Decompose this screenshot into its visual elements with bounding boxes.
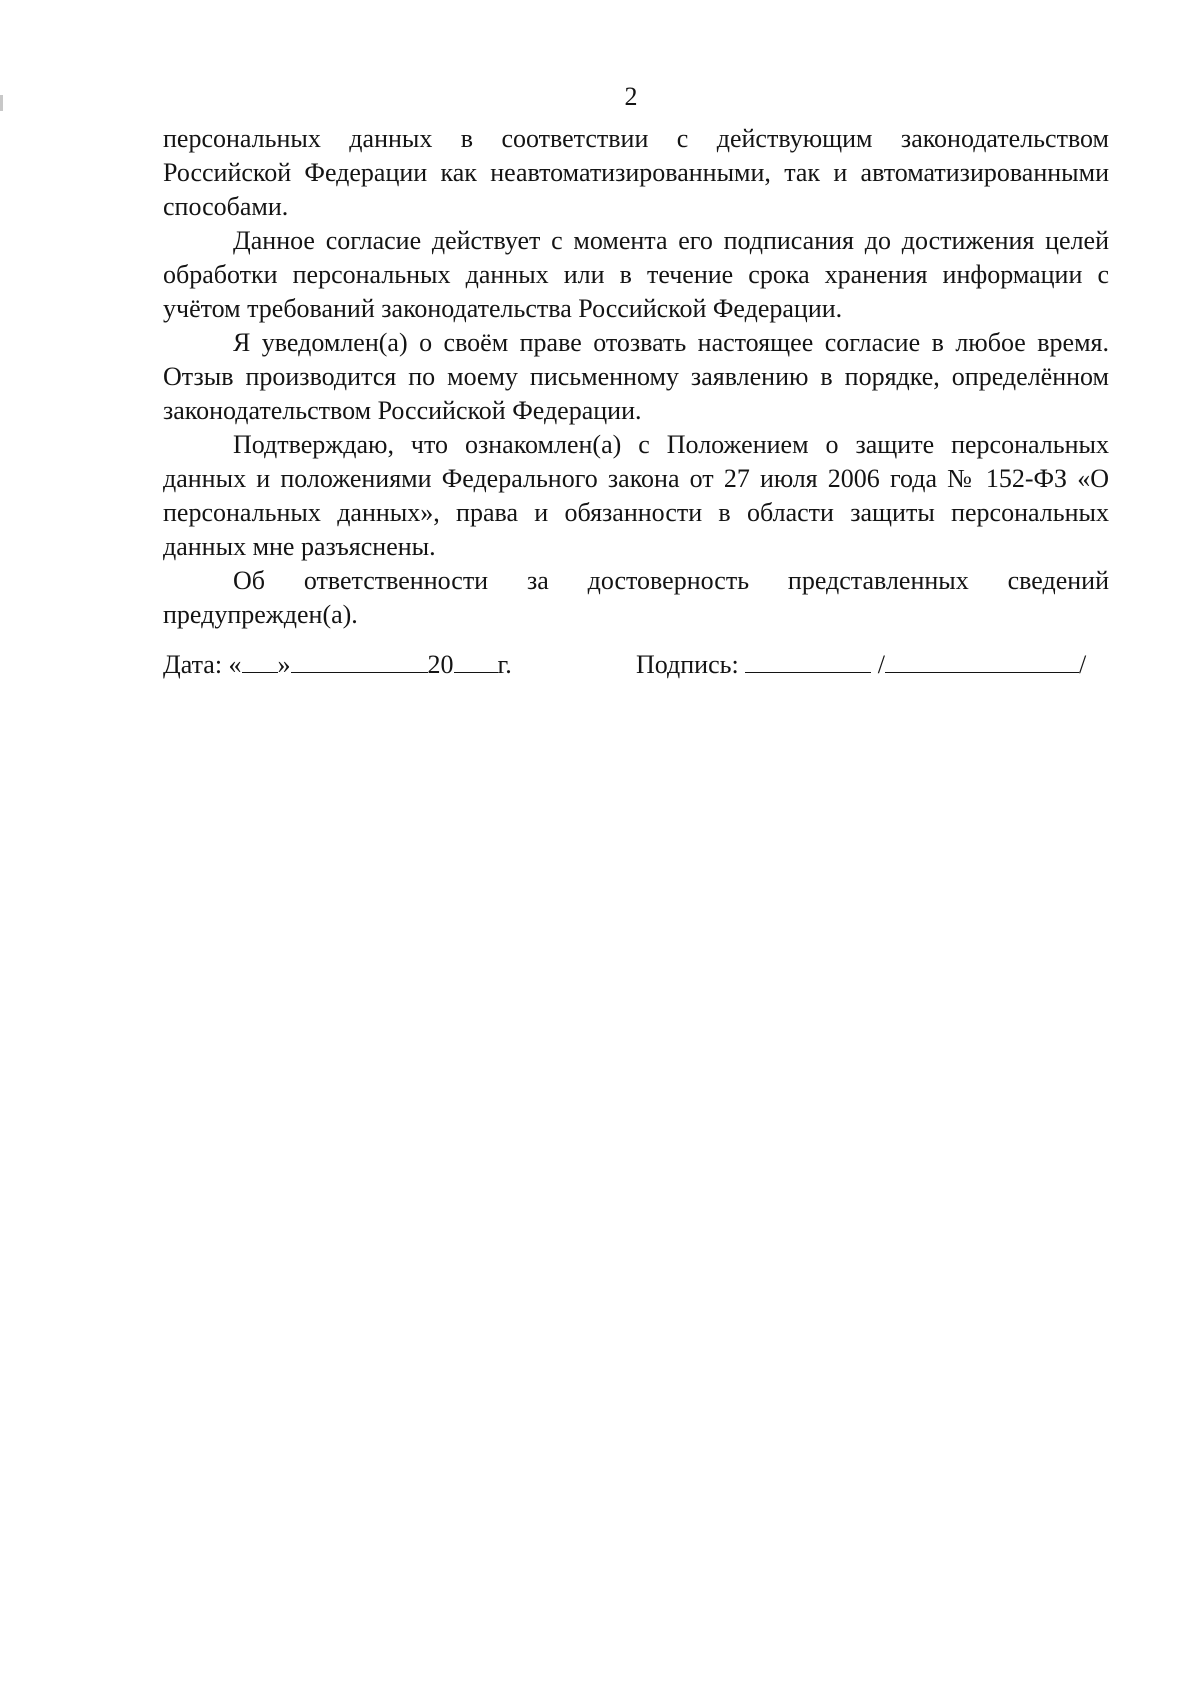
- page-number: 2: [624, 82, 638, 111]
- signature-field: [636, 648, 1086, 682]
- name-blank[interactable]: [885, 648, 1079, 673]
- date-open-quote: «: [228, 650, 242, 679]
- day-blank[interactable]: [242, 648, 278, 673]
- year-prefix: 20: [427, 650, 454, 679]
- signature-slash-left: /: [877, 650, 885, 679]
- paragraph-processing-methods: персональных данных в соответствии с действующим законодательством Российской Федерации как неавтоматизированными, так и автоматизированными способами.: [163, 124, 1109, 221]
- paragraph-responsibility: Об ответственности за достоверность представленных сведений предупрежден(а).: [163, 566, 1109, 629]
- paragraph-withdrawal-right: Я уведомлен(а) о своём праве отозвать настоящее согласие в любое время. Отзыв производится по моему письменному заявлению в порядке, определённом законодательством Российской Федерации.: [163, 328, 1109, 425]
- year-blank[interactable]: [454, 648, 498, 673]
- signature-label: Подпись:: [636, 650, 739, 679]
- date-field: [163, 648, 512, 682]
- date-close-quote: »: [277, 650, 291, 679]
- date-label: Дата:: [163, 650, 223, 679]
- paragraph-acknowledgement: Подтверждаю, что ознакомлен(а) с Положением о защите персональных данных и положениями Федерального закона от 27 июля 2006 года № 152-ФЗ «О персональных данных», права и обязанности в области защиты персональных данных мне разъяснены.: [163, 430, 1109, 561]
- month-blank[interactable]: [291, 648, 428, 673]
- signature-blank[interactable]: [745, 648, 871, 673]
- paragraph-consent-duration: Данное согласие действует с момента его подписания до достижения целей обработки персональных данных или в течение срока хранения информации с учётом требований законодательства Российской Федерации.: [163, 226, 1109, 323]
- year-suffix: г.: [497, 650, 512, 679]
- document-body: [163, 122, 1109, 632]
- signature-slash-right: /: [1078, 650, 1087, 679]
